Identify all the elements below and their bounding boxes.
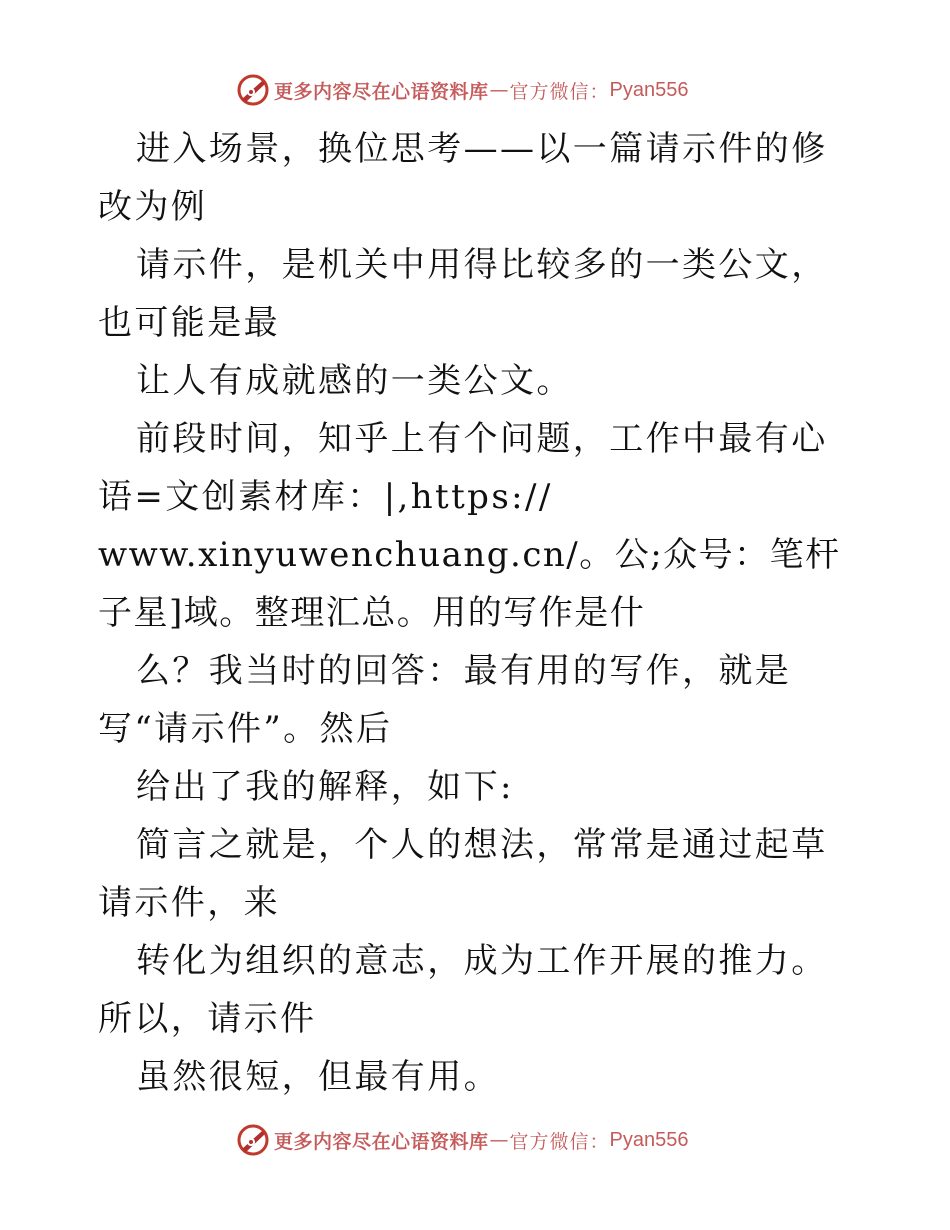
pen-logo-icon: [236, 73, 270, 107]
watermark-separator: —: [489, 79, 509, 101]
paragraph: 让人有成就感的一类公文。: [136, 361, 573, 401]
watermark-wechat-label: 官方微信：: [509, 1130, 610, 1153]
watermark-separator: —: [489, 1129, 509, 1151]
watermark-wechat-id: Pyan556: [609, 1128, 689, 1151]
watermark-wechat-id: Pyan556: [609, 78, 689, 101]
watermark-main-text: 更多内容尽在心语资料库: [274, 80, 489, 103]
watermark-wechat-label: 官方微信：: [509, 80, 610, 103]
paragraph: 转化为组织的意志，成为工作开展的推力。所以，请示件: [98, 941, 828, 1039]
paragraph: www.xinyuwenchuang.cn/。公;众号：笔杆子星]域。整理汇总。用的写作是什: [98, 535, 841, 633]
footer-watermark: [236, 1122, 689, 1158]
paragraph: 么？我当时的回答：最有用的写作，就是写“请示件”。然后: [98, 651, 792, 749]
paragraph: 给出了我的解释，如下:: [136, 767, 514, 807]
document-body: [98, 120, 858, 1106]
paragraph: 前段时间，知乎上有个问题，工作中最有心语=文创素材库：|,https://: [98, 419, 828, 517]
watermark-main-text: 更多内容尽在心语资料库: [274, 1130, 489, 1153]
paragraph: 请示件，是机关中用得比较多的一类公文，也可能是最: [98, 245, 828, 343]
pen-logo-icon: [236, 1123, 270, 1157]
header-watermark: [236, 72, 689, 108]
paragraph-title: 进入场景，换位思考——以一篇请示件的修改为例: [98, 129, 828, 227]
paragraph: 简言之就是，个人的想法，常常是通过起草请示件，来: [98, 825, 828, 923]
paragraph: 虽然很短，但最有用。: [136, 1057, 500, 1097]
